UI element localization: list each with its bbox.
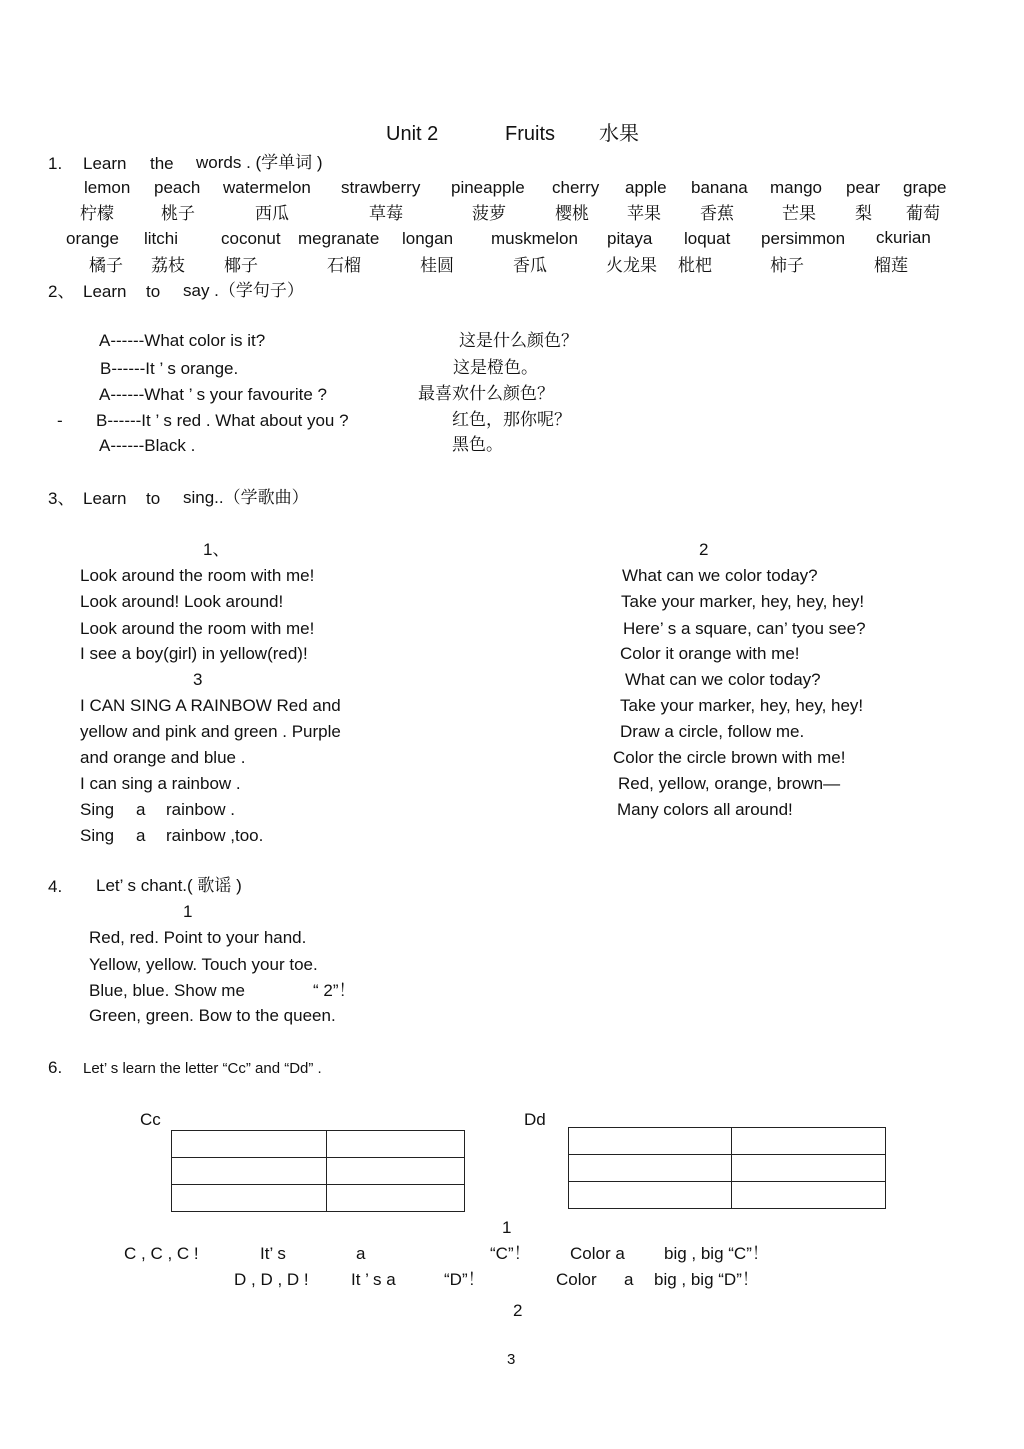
s6-num: 6. bbox=[48, 1058, 63, 1077]
fruit-word-zh: 柿子 bbox=[770, 256, 804, 275]
dialogue-line-zh: 这是橙色。 bbox=[453, 358, 538, 377]
s3-heading-learn: Learn bbox=[83, 489, 127, 508]
title-en: Fruits bbox=[505, 123, 555, 145]
s1-num: 1. bbox=[48, 154, 63, 173]
d-chant-word: a bbox=[624, 1270, 634, 1289]
fruit-word-zh: 枇杷 bbox=[678, 256, 712, 275]
c-chant-word: a bbox=[356, 1244, 366, 1263]
fruit-word-zh: 梨 bbox=[855, 204, 872, 223]
fruit-row-1-zh bbox=[0, 204, 1024, 226]
chant-line: Red, red. Point to your hand. bbox=[89, 928, 307, 947]
s2-heading-learn: Learn bbox=[83, 282, 127, 301]
fruit-word-zh: 荔枝 bbox=[151, 256, 185, 275]
song-line: yellow and pink and green . Purple bbox=[80, 722, 341, 741]
s3-heading-to: to bbox=[146, 489, 161, 508]
chant-line: Yellow, yellow. Touch your toe. bbox=[89, 955, 318, 974]
fruit-word: lemon bbox=[84, 178, 131, 197]
song-line: Look around! Look around! bbox=[80, 592, 284, 611]
fruit-word: banana bbox=[691, 178, 748, 197]
song-line: Draw a circle, follow me. bbox=[620, 722, 805, 741]
fruit-word: ckurian bbox=[876, 228, 931, 247]
song-line: Look around the room with me! bbox=[80, 619, 315, 638]
fruit-word: cherry bbox=[552, 178, 600, 197]
song-line: and orange and blue . bbox=[80, 748, 246, 767]
song-line: Here’ s a square, can’ tyou see? bbox=[623, 619, 866, 638]
chant-quote: “ 2”！ bbox=[313, 981, 356, 1000]
fruit-word-zh: 西瓜 bbox=[255, 204, 289, 223]
fruit-word-zh: 樱桃 bbox=[555, 204, 589, 223]
d-chant-word: big , big “D”！ bbox=[654, 1270, 759, 1289]
fruit-word: persimmon bbox=[761, 229, 846, 248]
dialogue-dash: - bbox=[57, 411, 63, 430]
title-zh: 水果 bbox=[599, 123, 639, 145]
c-chant-word: Color a bbox=[570, 1244, 625, 1263]
letter-label-cc: Cc bbox=[140, 1110, 161, 1129]
song-line: Color the circle brown with me! bbox=[613, 748, 846, 767]
song-line: Red, yellow, orange, brown— bbox=[618, 774, 841, 793]
d-chant-word: Color bbox=[556, 1270, 597, 1289]
page-number: 3 bbox=[507, 1351, 516, 1368]
song-line: Take your marker, hey, hey, hey! bbox=[620, 696, 864, 715]
letter-chant-number: 2 bbox=[513, 1301, 523, 1320]
fruit-word-zh: 桃子 bbox=[161, 204, 195, 223]
title-unit: Unit 2 bbox=[386, 123, 439, 145]
fruit-word-zh: 葡萄 bbox=[906, 204, 940, 223]
chant-line: Green, green. Bow to the queen. bbox=[89, 1006, 336, 1025]
fruit-word: strawberry bbox=[341, 178, 421, 197]
fruit-word: orange bbox=[66, 229, 119, 248]
song-word: Sing bbox=[80, 826, 115, 845]
dialogue-line-zh: 这是什么颜色？ bbox=[459, 331, 578, 350]
fruit-row-2-zh bbox=[0, 256, 1024, 278]
s4-num: 4. bbox=[48, 877, 63, 896]
fruit-word: litchi bbox=[144, 229, 179, 248]
fruit-word-zh: 柠檬 bbox=[80, 204, 114, 223]
fruit-word: mango bbox=[770, 178, 822, 197]
s2-num: 2、 bbox=[48, 282, 75, 301]
fruit-word-zh: 桂圆 bbox=[420, 256, 454, 275]
fruit-word-zh: 橘子 bbox=[89, 256, 123, 275]
fruit-word-zh: 菠萝 bbox=[472, 204, 506, 223]
song-number: 1、 bbox=[203, 540, 230, 559]
song-line: I can sing a rainbow . bbox=[80, 774, 241, 793]
d-chant-word: “D”！ bbox=[444, 1270, 485, 1289]
song-word: a bbox=[136, 800, 146, 819]
fruit-word-zh: 榴莲 bbox=[874, 256, 908, 275]
song-line: Color it orange with me! bbox=[620, 644, 800, 663]
writing-grid-cc bbox=[171, 1130, 465, 1212]
song-word: rainbow . bbox=[166, 800, 235, 819]
s3-heading-sing: sing..（学歌曲） bbox=[183, 488, 309, 507]
song-word: a bbox=[136, 826, 146, 845]
fruit-row-1-en bbox=[0, 178, 1024, 200]
dialogue-line: A------Black . bbox=[99, 436, 196, 455]
fruit-word: pitaya bbox=[607, 229, 653, 248]
c-chant-word: C , C , C ! bbox=[124, 1244, 199, 1263]
letter-chant-number: 1 bbox=[502, 1218, 512, 1237]
song-line: Look around the room with me! bbox=[80, 566, 315, 585]
c-chant-word: big , big “C”！ bbox=[664, 1244, 769, 1263]
chant-line: Blue, blue. Show me bbox=[89, 981, 245, 1000]
fruit-word: watermelon bbox=[223, 178, 311, 197]
fruit-word-zh: 芒果 bbox=[782, 204, 816, 223]
fruit-row-2-en bbox=[0, 229, 1024, 251]
fruit-word: pineapple bbox=[451, 178, 525, 197]
s4-heading: Let’ s chant.( 歌谣 ) bbox=[96, 876, 242, 895]
fruit-word-zh: 香蕉 bbox=[700, 204, 734, 223]
fruit-word: peach bbox=[154, 178, 201, 197]
s1-heading-words: words . (学单词 ) bbox=[196, 153, 323, 172]
fruit-word-zh: 香瓜 bbox=[513, 256, 547, 275]
s2-heading-say: say .（学句子） bbox=[183, 281, 304, 300]
letter-label-dd: Dd bbox=[524, 1110, 546, 1129]
song-line: Take your marker, hey, hey, hey! bbox=[621, 592, 865, 611]
fruit-word-zh: 草莓 bbox=[369, 204, 403, 223]
fruit-word-zh: 苹果 bbox=[627, 204, 661, 223]
d-chant-word: It ’ s a bbox=[351, 1270, 396, 1289]
s3-num: 3、 bbox=[48, 489, 75, 508]
c-chant-word: “C”！ bbox=[490, 1244, 531, 1263]
song-line: I see a boy(girl) in yellow(red)! bbox=[80, 644, 308, 663]
s2-heading-to: to bbox=[146, 282, 161, 301]
fruit-word: apple bbox=[625, 178, 667, 197]
song-number: 2 bbox=[699, 540, 709, 559]
chant-number: 1 bbox=[183, 902, 193, 921]
d-chant-word: D , D , D ! bbox=[234, 1270, 309, 1289]
fruit-word: coconut bbox=[221, 229, 281, 248]
dialogue-line: B------It ’ s red . What about you ? bbox=[96, 411, 349, 430]
song-word: Sing bbox=[80, 800, 115, 819]
s6-heading: Let’ s learn the letter “Cc” and “Dd” . bbox=[83, 1060, 322, 1077]
dialogue-line: A------What ’ s your favourite ? bbox=[99, 385, 327, 404]
fruit-word: grape bbox=[903, 178, 947, 197]
c-chant-word: It’ s bbox=[260, 1244, 286, 1263]
fruit-word-zh: 椰子 bbox=[224, 256, 258, 275]
fruit-word: longan bbox=[402, 229, 454, 248]
fruit-word: loquat bbox=[684, 229, 731, 248]
song-line: Many colors all around! bbox=[617, 800, 793, 819]
song-line: I CAN SING A RAINBOW Red and bbox=[80, 696, 341, 715]
s1-heading-the: the bbox=[150, 154, 174, 173]
dialogue-line: A------What color is it? bbox=[99, 331, 266, 350]
dialogue-line-zh: 黑色。 bbox=[452, 435, 503, 454]
fruit-word: megranate bbox=[298, 229, 380, 248]
dialogue-line-zh: 红色，那你呢？ bbox=[452, 410, 571, 429]
fruit-word: pear bbox=[846, 178, 881, 197]
song-line: What can we color today? bbox=[622, 566, 818, 585]
fruit-word-zh: 石榴 bbox=[327, 256, 361, 275]
dialogue-line: B------It ’ s orange. bbox=[100, 359, 239, 378]
fruit-word-zh: 火龙果 bbox=[606, 256, 657, 275]
song-word: rainbow ,too. bbox=[166, 826, 264, 845]
fruit-word: muskmelon bbox=[491, 229, 578, 248]
s1-heading-learn: Learn bbox=[83, 154, 127, 173]
song-number: 3 bbox=[193, 670, 203, 689]
writing-grid-dd bbox=[568, 1127, 886, 1209]
song-line: What can we color today? bbox=[625, 670, 821, 689]
dialogue-line-zh: 最喜欢什么颜色？ bbox=[418, 384, 554, 403]
